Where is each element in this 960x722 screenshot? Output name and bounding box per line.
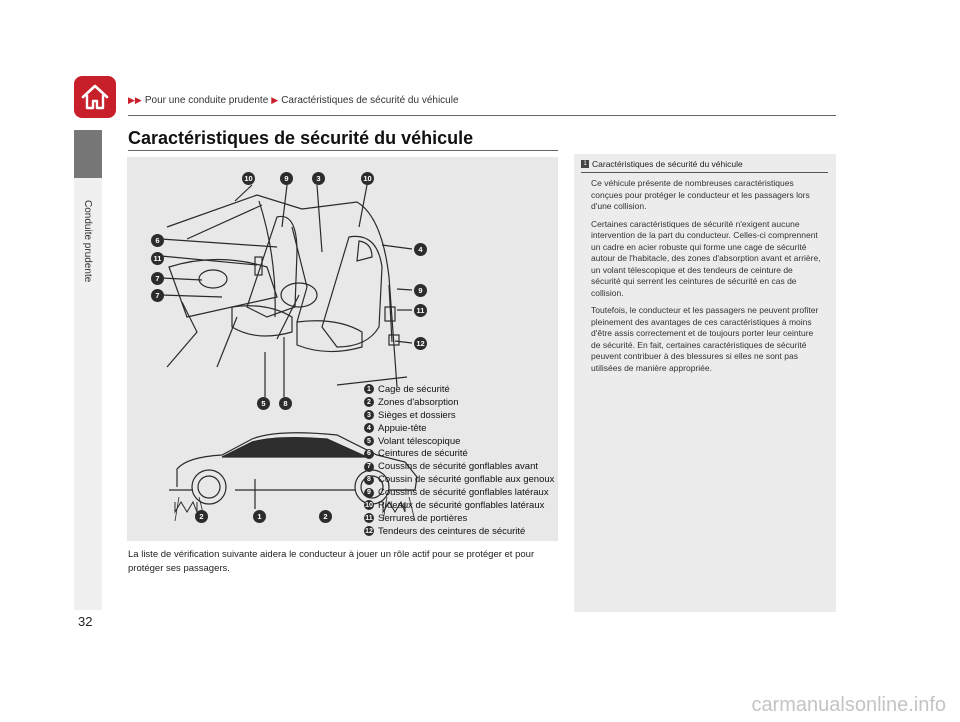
figure-legend: [364, 383, 554, 538]
legend-item: [364, 512, 554, 525]
callout-badge: 8: [279, 397, 292, 410]
legend-label: Ceintures de sécurité: [378, 448, 468, 460]
home-icon: [79, 81, 111, 113]
legend-number-badge: 5: [364, 436, 374, 446]
note-title-row: [581, 159, 828, 169]
legend-item: [364, 473, 554, 486]
legend-item: [364, 383, 554, 396]
chapter-tab[interactable]: [74, 130, 102, 178]
legend-number-badge: 11: [365, 514, 373, 522]
callout-badge: 1: [253, 510, 266, 523]
legend-label: Serrures de portières: [378, 512, 468, 524]
breadcrumb: [128, 95, 459, 106]
legend-label: Coussin de sécurité gonflable aux genoux: [378, 474, 555, 486]
legend-label: Coussins de sécurité gonflables latéraux: [378, 487, 549, 499]
note-paragraph: Certaines caractéristiques de sécurité n'exigent aucune intervention de la part du conducteur. Celles-ci comprennent un cadre en acier robuste qui forme une cage de sécurité autour de l'habitacle, des zones d'absorption avant et arrière, un volant télescopique et des tendeurs de ceinture de sécurité qui serrent les ceintures de sécurité en cas de collision.: [591, 218, 821, 298]
legend-number-badge: 7: [364, 462, 374, 472]
legend-label: Rideaux de sécurité gonflables latéraux: [378, 499, 545, 511]
legend-label: Tendeurs des ceintures de sécurité: [378, 525, 526, 537]
legend-number-badge: 6: [364, 449, 374, 459]
callout-badge: 2: [195, 510, 208, 523]
page-title: Caractéristiques de sécurité du véhicule: [128, 128, 474, 148]
header-divider: [128, 115, 836, 116]
callout-badge: 12: [414, 337, 427, 350]
callout-badge: 9: [280, 172, 293, 185]
note-divider: [581, 172, 828, 173]
legend-number-badge: 8: [364, 475, 374, 485]
callout-badge: 4: [414, 243, 427, 256]
note-paragraph: Toutefois, le conducteur et les passagers ne peuvent profiter pleinement des avantages de ces caractéristiques à moins d'être assis correctement et de toujours porter leur ceinture de sécurité. En fait, certaines caractéristiques de sécurité peuvent contribuer à des blessures si elles ne sont pas utilisées de manière appropriée.: [591, 305, 819, 373]
callout-badge: 11: [151, 252, 164, 265]
breadcrumb-item-1[interactable]: Pour une conduite prudente: [144, 95, 269, 106]
legend-number-badge: 4: [364, 423, 374, 433]
triangle-right-icon: ▶: [271, 95, 279, 105]
page-number: 32: [78, 614, 93, 629]
watermark: carmanualsonline.info: [751, 694, 946, 716]
callout-badge: 9: [414, 284, 427, 297]
legend-item: [364, 447, 554, 460]
legend-number-badge: 9: [364, 488, 374, 498]
note-paragraphs: [581, 178, 828, 374]
callout-badge: 6: [151, 234, 164, 247]
legend-item: [364, 460, 554, 473]
callout-badge: 5: [257, 397, 270, 410]
legend-item: [364, 525, 554, 538]
legend-item: [364, 409, 554, 422]
legend-item: [364, 396, 554, 409]
legend-label: Coussins de sécurité gonflables avant: [378, 461, 539, 473]
callout-badge: 11: [414, 304, 427, 317]
double-triangle-right-icon: ▶▶: [128, 95, 142, 105]
home-button[interactable]: [74, 76, 116, 118]
callout-badge: 10: [242, 172, 255, 185]
legend-item: [364, 422, 554, 435]
chapter-label: Conduite prudente: [82, 200, 93, 283]
callout-badge: 3: [312, 172, 325, 185]
callout-badge: 7: [151, 272, 164, 285]
legend-number-badge: 1: [364, 384, 374, 394]
legend-number-badge: 12: [365, 527, 373, 535]
legend-label: Appuie-tête: [378, 422, 427, 434]
legend-label: Zones d'absorption: [378, 396, 459, 408]
legend-label: Volant télescopique: [378, 435, 461, 447]
legend-list: [364, 383, 554, 538]
legend-item: [364, 486, 554, 499]
breadcrumb-item-2[interactable]: Caractéristiques de sécurité du véhicule: [281, 95, 459, 106]
note-paragraph: Ce véhicule présente de nombreuses caractéristiques conçues pour protéger le conducteur et les passagers lors d'une collision.: [591, 178, 810, 211]
legend-number-badge: 3: [364, 410, 374, 420]
intro-paragraph: La liste de vérification suivante aidera le conducteur à jouer un rôle actif pour se protéger et pour protéger ses passagers.: [128, 549, 535, 574]
note-marker: 1: [581, 160, 589, 168]
legend-item: [364, 499, 554, 512]
title-divider: [128, 150, 558, 151]
legend-number-badge: 2: [364, 397, 374, 407]
callout-badge: 7: [151, 289, 164, 302]
callout-badge: 2: [319, 510, 332, 523]
callout-badge: 10: [361, 172, 374, 185]
note-title: Caractéristiques de sécurité du véhicule: [592, 159, 743, 169]
legend-label: Cage de sécurité: [378, 383, 450, 395]
side-note: [574, 154, 836, 612]
legend-item: [364, 435, 554, 448]
legend-label: Sièges et dossiers: [378, 409, 456, 421]
legend-number-badge: 10: [365, 501, 373, 509]
